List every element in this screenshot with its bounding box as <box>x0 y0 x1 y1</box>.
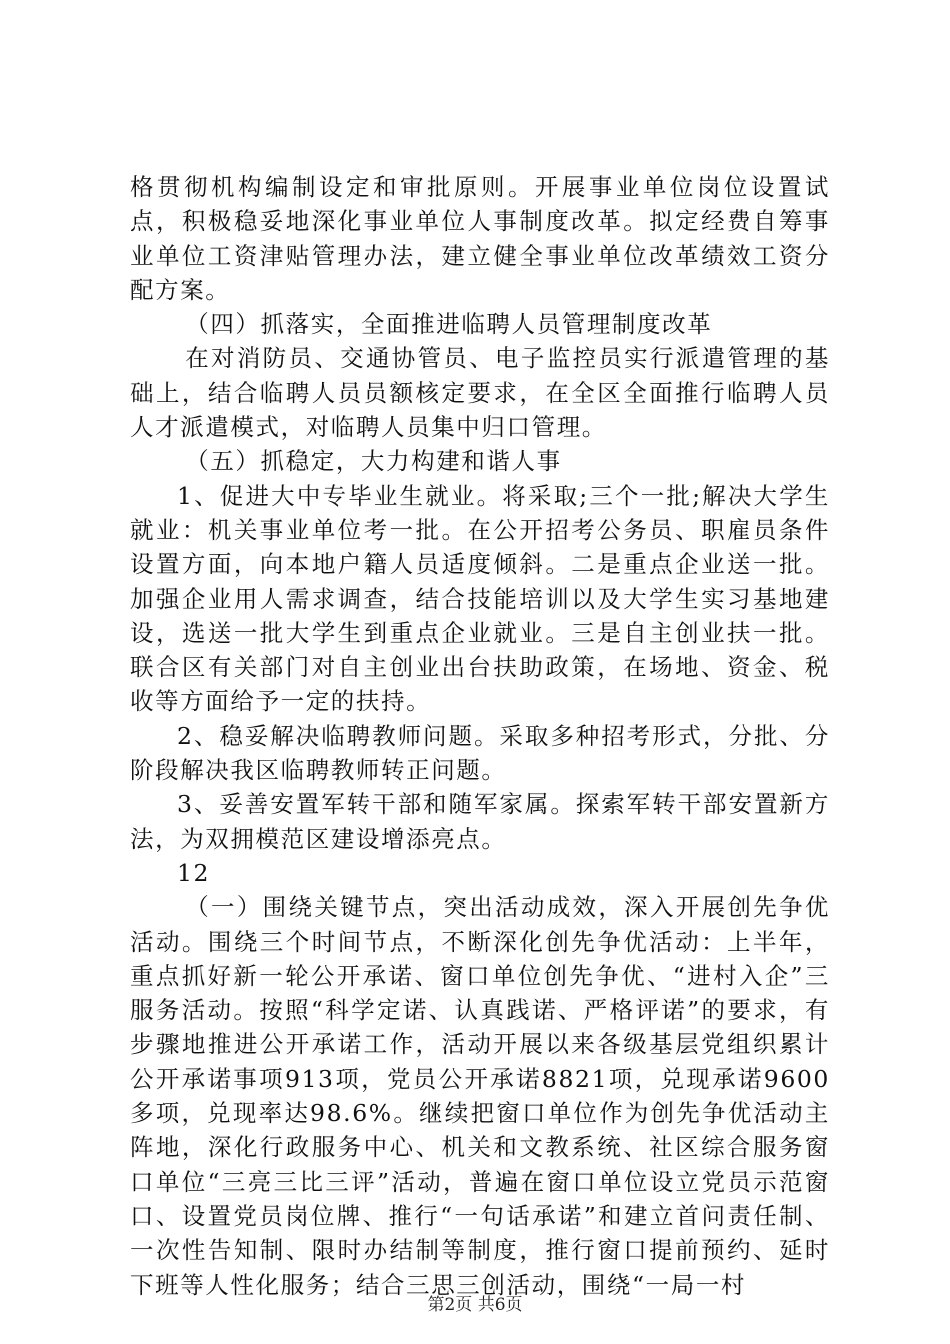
paragraph-temp-staff: 在对消防员、交通协管员、电子监控员实行派遣管理的基础上，结合临聘人员员额核定要求，在全区全面推行临聘人员人才派遣模式，对临聘人员集中归口管理。 <box>130 344 830 442</box>
current-page-number: 第2页 <box>427 1295 473 1315</box>
list-item-teachers: 2、稳妥解决临聘教师问题。采取多种招考形式，分批、分阶段解决我区临聘教师转正问题。 <box>130 721 830 785</box>
paragraph-activities: （一）围绕关键节点，突出活动成效，深入开展创先争优活动。围绕三个时间节点，不断深化创先争优活动：上半年，重点抓好新一轮公开承诺、窗口单位创先争优、“进村入企”三服务活动。按照“科学定诺、认真践诺、严格评诺”的要求，有步骤地推进公开承诺工作，活动开展以来各级基层党组织累计公开承诺事项913项，党员公开承诺8821项，兑现承诺9600多项，兑现率达98.6%。继续把窗口单位作为创先争优活动主阵地，深化行政服务中心、机关和文教系统、社区综合服务窗口单位“三亮三比三评”活动，普遍在窗口单位设立党员示范窗口、设置党员岗位牌、推行“一句话承诺”和建立首问责任制、一次性告知制、限时办结制等制度，推行窗口提前预约、延时下班等人性化服务；结合三思三创活动，围绕“一局一村 <box>130 893 830 1299</box>
list-item-military: 3、妥善安置军转干部和随军家属。探索军转干部安置新方法，为双拥模范区建设增添亮点。 <box>130 790 830 853</box>
section-number: 12 <box>177 858 211 887</box>
paragraph-continuation: 格贯彻机构编制设定和审批原则。开展事业单位岗位设置试点，积极稳妥地深化事业单位人事制度改革。拟定经费自筹事业单位工资津贴管理办法，建立健全事业单位改革绩效工资分配方案。 <box>130 173 830 304</box>
page-footer <box>0 1295 950 1315</box>
section-heading-five: （五）抓稳定，大力构建和谐人事 <box>185 447 562 476</box>
section-heading-four: （四）抓落实，全面推进临聘人员管理制度改革 <box>185 310 713 339</box>
document-body <box>130 170 830 1302</box>
total-page-count: 共6页 <box>477 1295 523 1315</box>
list-item-employment: 1、促进大中专毕业生就业。将采取;三个一批;解决大学生就业：机关事业单位考一批。在公开招考公务员、职雇员条件设置方面，向本地户籍人员适度倾斜。二是重点企业送一批。加强企业用人需求调查，结合技能培训以及大学生实习基地建设，选送一批大学生到重点企业就业。三是自主创业扶一批。联合区有关部门对自主创业出台扶助政策，在场地、资金、税收等方面给予一定的扶持。 <box>130 481 830 716</box>
